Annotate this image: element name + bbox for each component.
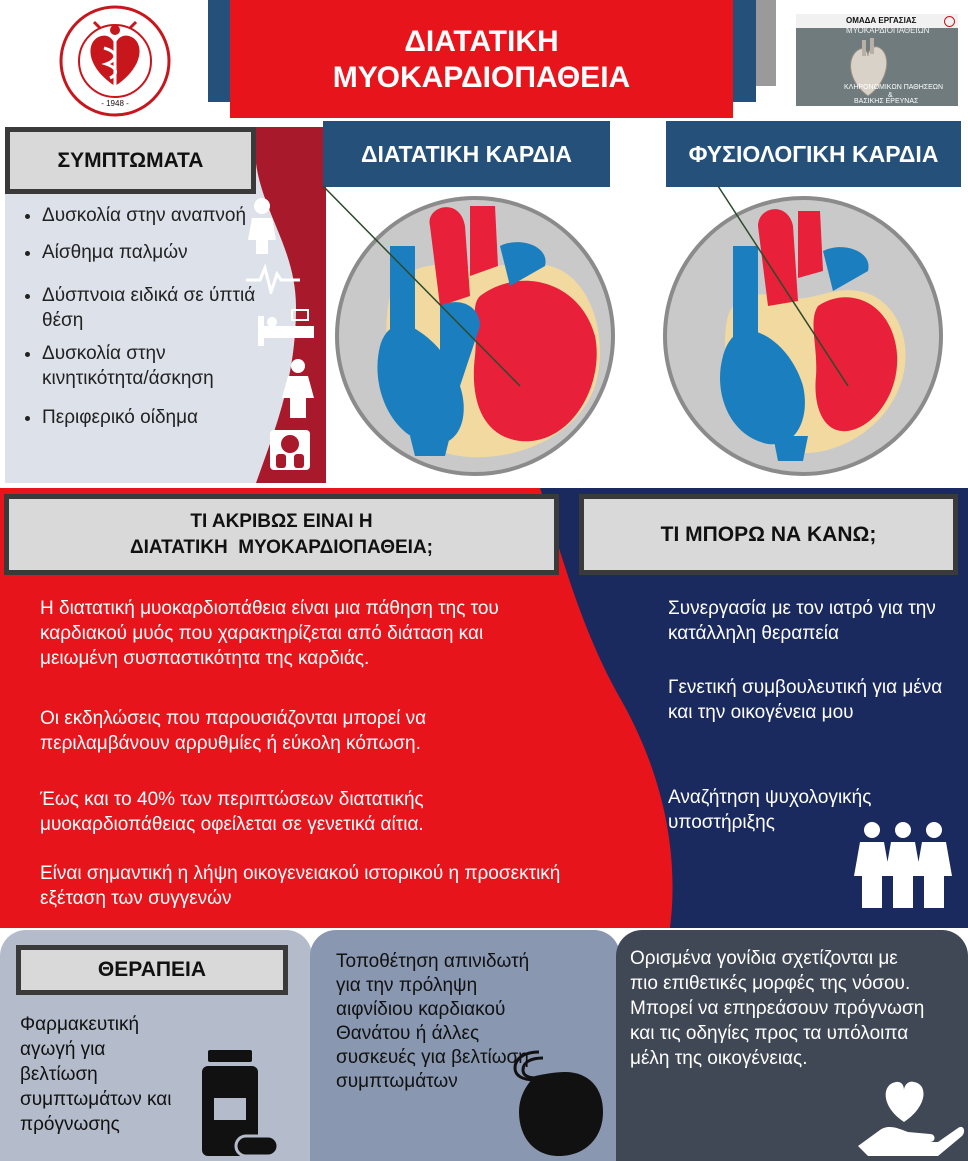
- action-item: Συνεργασία με τον ιατρό για την κατάλληλη θεραπεία: [668, 598, 936, 644]
- title-line-2: ΜΥΟΚΑΡΔΙΟΠΑΘΕΙΑ: [332, 61, 631, 94]
- badge-line-2: ΜΥΟΚΑΡΔΙΟΠΑΘΕΙΩΝ: [846, 26, 930, 35]
- symptom-item: • Περιφερικό οίδημα: [42, 405, 262, 430]
- therapy-title-text: ΘΕΡΑΠΕΙΑ: [97, 958, 207, 981]
- what-is-paragraph: Είναι σημαντική η λήψη οικογενειακού ιστορικού η προσεκτική εξέταση των συγγενών: [40, 863, 561, 909]
- action-item: Αναζήτηση ψυχολογικής υποστήριξης: [668, 787, 872, 833]
- normal-heart-illustration: [648, 186, 968, 486]
- badge-emblem-icon: [944, 16, 955, 27]
- family-icon: [854, 820, 952, 912]
- therapy-text: Φαρμακευτική αγωγή για βελτίωση συμπτωμάτων και πρόγνωσης: [20, 1014, 172, 1135]
- symptom-item: • Δύσπνοια ειδικά σε ύπτιά θέση: [42, 283, 262, 333]
- what-can-i-do-title: [579, 494, 958, 575]
- scale-icon: [268, 428, 312, 472]
- symptom-item: • Αίσθημα παλμών: [42, 240, 262, 265]
- palpitations-icon: [246, 264, 300, 294]
- title-line-1: ΔΙΑΤΑΤΙΚΗ: [404, 25, 559, 58]
- society-logo: [56, 4, 174, 118]
- symptoms-title-text: ΣΥΜΠΤΩΜΑΤΑ: [57, 148, 204, 172]
- working-group-badge: [796, 14, 958, 106]
- normal-heart-label: ΦΥΣΙΟΛΟΓΙΚΗ ΚΑΡΔΙΑ: [666, 121, 961, 187]
- what-is-paragraph: Έως και το 40% των περιπτώσεων διατατικής μυοκαρδιοπάθειας οφείλεται σε γενετικά αίτια.: [40, 789, 424, 835]
- header: [0, 0, 968, 122]
- badge-line-4: &: [888, 92, 893, 99]
- symptoms-title: [5, 127, 256, 194]
- dilated-heart-illustration: [320, 186, 640, 486]
- genes-text: Ορισμένα γονίδια σχετίζονται με πιο επιθετικές μορφές της νόσου. Μπορεί να επηρεάσουν πρόγνωση και τις οδηγίες προς τα υπόλοιπα μέλη της οικογένειας.: [630, 948, 925, 1069]
- breathing-difficulty-icon: [244, 196, 280, 256]
- badge-line-3: ΚΛΗΡΟΝΟΜΙΚΩΝ ΠΑΘΗΣΕΩΝ: [844, 84, 944, 91]
- what-is-paragraph: Η διατατική μυοκαρδιοπάθεια είναι μια πάθηση της του καρδιακού μυός που χαρακτηρίζεται από διάταση και μειωμένη συσπαστικότητα της καρδιάς.: [40, 598, 499, 669]
- what-is-title-line-1: ΤΙ ΑΚΡΙΒΩΣ ΕΙΝΑΙ Η: [190, 510, 373, 532]
- therapy-title: [16, 945, 288, 995]
- device-text: Τοποθέτηση απινιδωτή για την πρόληψη αιφνίδιου καρδιακού Θανάτου ή άλλες συσκευές για βελτίωση συμπτωμάτων: [336, 951, 530, 1092]
- symptoms-list: [14, 203, 262, 444]
- what-can-i-do-title-text: ΤΙ ΜΠΟΡΩ ΝΑ ΚΑΝΩ;: [660, 522, 877, 546]
- heart-in-hand-icon: [858, 1072, 966, 1158]
- logo-year: - 1948 -: [101, 99, 129, 108]
- medication-bottle-icon: [200, 1050, 280, 1158]
- bed-rest-icon: [256, 308, 316, 348]
- what-is-paragraph: Οι εκδηλώσεις που παρουσιάζονται μπορεί να περιλαμβάνουν αρρυθμίες ή εύκολη κόπωση.: [40, 708, 427, 754]
- title-box: [230, 0, 733, 118]
- symptom-item: • Δυσκολία στην κινητικότητα/άσκηση: [42, 341, 262, 391]
- what-is-title-line-2: ΔΙΑΤΑΤΙΚΗ ΜΥΟΚΑΡΔΙΟΠΑΘΕΙΑ;: [130, 536, 433, 558]
- mobility-difficulty-icon: [276, 358, 320, 420]
- badge-line-1: ΟΜΑΔΑ ΕΡΓΑΣΙΑΣ: [846, 16, 917, 25]
- symptom-item: • Δυσκολία στην αναπνοή: [42, 203, 262, 228]
- action-item: Γενετική συμβουλευτική για μένα και την οικογένεια μου: [668, 677, 943, 723]
- badge-line-5: ΒΑΣΙΚΗΣ ΕΡΕΥΝΑΣ: [854, 98, 919, 105]
- defibrillator-icon: [505, 1046, 605, 1158]
- title-backdrop-gray: [756, 0, 776, 86]
- what-is-title: [4, 494, 559, 575]
- dilated-heart-label: ΔΙΑΤΑΤΙΚΗ ΚΑΡΔΙΑ: [323, 121, 610, 187]
